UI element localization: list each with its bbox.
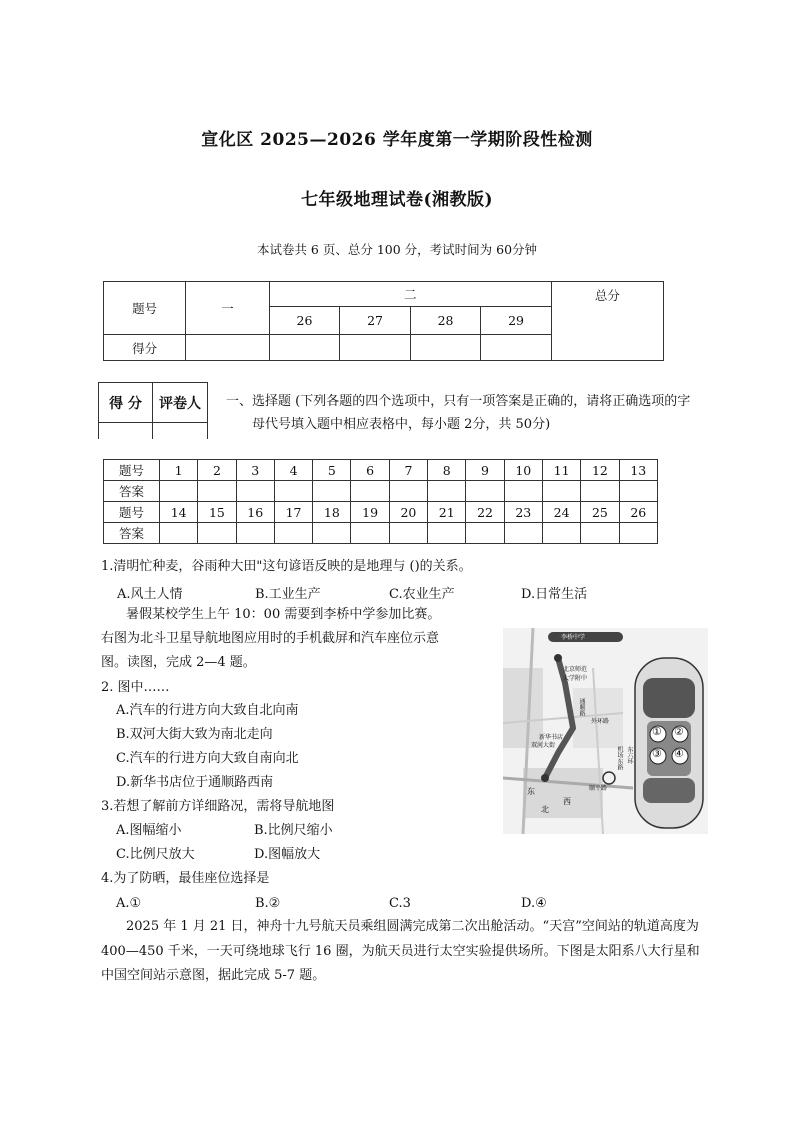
- answer-cell[interactable]: [542, 523, 580, 544]
- seat-4-label: ④: [674, 747, 684, 760]
- q1-option-c[interactable]: C.农业生产: [389, 587, 455, 602]
- score-table: [103, 281, 664, 361]
- answer-table-num: 8: [428, 460, 466, 481]
- answer-table-num: 22: [466, 502, 504, 523]
- answer-table-tihao: 题号: [104, 502, 160, 523]
- grader-score-cell[interactable]: [99, 423, 153, 439]
- score-cell[interactable]: [481, 335, 552, 361]
- map-label-west: 西: [563, 797, 571, 806]
- section1-line1: 一、选择题 (下列各题的四个选项中，只有一项答案是正确的，请将正确选项的字: [226, 394, 691, 409]
- answer-table-num: 16: [236, 502, 274, 523]
- map-label-dongliu: 东六环: [626, 746, 633, 764]
- intro5-line1: 2025 年 1 月 21 日，神舟十九号航天员乘组圆满完成第二次出舱活动。“天宫”空间站的轨道高度为: [126, 919, 699, 934]
- intro2-line1: 暑假某校学生上午 10：00 需要到李桥中学参加比赛。: [126, 607, 441, 622]
- answer-table-num: 3: [236, 460, 274, 481]
- seat-1-label: ①: [652, 725, 662, 738]
- answer-table-num: 7: [389, 460, 427, 481]
- answer-table-num: 1: [160, 460, 198, 481]
- exam-title: 宣化区 2025—2026 学年度第一学期阶段性检测: [201, 130, 593, 150]
- grader-box: [98, 382, 208, 439]
- answer-table-num: 2: [198, 460, 236, 481]
- intro2-line3: 图。读图，完成 2—4 题。: [101, 655, 256, 670]
- q3-option-b[interactable]: B.比例尺缩小: [254, 823, 333, 838]
- answer-table-num: 6: [351, 460, 389, 481]
- map-label-jichang: 机场东路: [616, 746, 623, 770]
- answer-table-num: 5: [313, 460, 351, 481]
- seat-3-label: ③: [652, 747, 662, 760]
- score-table-sub: 26: [269, 307, 340, 335]
- answer-table-num: 26: [619, 502, 657, 523]
- answer-cell[interactable]: [198, 481, 236, 502]
- answer-table-num: 25: [581, 502, 619, 523]
- answer-table-num: 24: [542, 502, 580, 523]
- q2-stem: 2. 图中……: [101, 680, 170, 695]
- map-label-school: 李桥中学: [561, 634, 586, 641]
- answer-cell[interactable]: [466, 481, 504, 502]
- answer-cell[interactable]: [581, 523, 619, 544]
- answer-cell[interactable]: [389, 481, 427, 502]
- q2-option-a[interactable]: A.汽车的行进方向大致自北向南: [116, 703, 299, 718]
- score-table-sub: 27: [340, 307, 411, 335]
- score-cell[interactable]: [410, 335, 481, 361]
- score-table-sub: 29: [481, 307, 552, 335]
- answer-cell[interactable]: [619, 523, 657, 544]
- intro5-line3: 中国空间站示意图，据此完成 5-7 题。: [101, 968, 326, 983]
- q2-option-c[interactable]: C.汽车的行进方向大致自南向北: [116, 751, 299, 766]
- answer-cell[interactable]: [466, 523, 504, 544]
- intro5-line2: 400—450 千米，一天可绕地球飞行 16 圈，为航天员进行太空实验提供场所。下图是太阳系八大行星和: [101, 944, 700, 959]
- map-label-east: 东: [527, 787, 535, 796]
- answer-cell[interactable]: [274, 523, 312, 544]
- answer-table-num: 11: [542, 460, 580, 481]
- answer-table-num: 21: [428, 502, 466, 523]
- map-label-north: 北: [541, 805, 549, 814]
- q4-option-b[interactable]: B.②: [255, 896, 281, 911]
- answer-cell[interactable]: [504, 523, 542, 544]
- map-label-school2: 北京师范 大学附中: [563, 666, 588, 682]
- score-table-total: 总分: [551, 282, 663, 361]
- score-table-sub: 28: [410, 307, 481, 335]
- map-label-xinhua: 新华书店: [539, 734, 564, 741]
- answer-table-num: 14: [160, 502, 198, 523]
- exam-subtitle: 七年级地理试卷(湘教版): [300, 190, 494, 210]
- score-table-two: 二: [269, 282, 551, 307]
- answer-table-num: 18: [313, 502, 351, 523]
- map-label-shunping: 顺平路: [589, 785, 608, 792]
- exam-note: 本试卷共 6 页、总分 100 分，考试时间为 60分钟: [256, 242, 538, 257]
- grader-name-label: 评卷人: [153, 383, 208, 423]
- answer-cell[interactable]: [428, 523, 466, 544]
- q1-option-a[interactable]: A.风土人情: [117, 587, 183, 602]
- answer-table-num: 12: [581, 460, 619, 481]
- answer-table-num: 19: [351, 502, 389, 523]
- answer-table-daan: 答案: [104, 481, 160, 502]
- section1-line2: 母代号填入题中相应表格中，每小题 2分，共 50分): [252, 417, 551, 432]
- q2-option-d[interactable]: D.新华书店位于通顺路西南: [116, 775, 274, 790]
- score-table-one: 一: [186, 282, 269, 335]
- answer-table-tihao: 题号: [104, 460, 160, 481]
- answer-cell[interactable]: [274, 481, 312, 502]
- map-label-shuanghe: 双河大街: [531, 742, 556, 749]
- score-cell[interactable]: [340, 335, 411, 361]
- answer-cell[interactable]: [160, 481, 198, 502]
- score-cell[interactable]: [186, 335, 269, 361]
- q3-option-d[interactable]: D.图幅放大: [254, 847, 321, 862]
- score-table-tihao: 题号: [104, 282, 186, 335]
- answer-cell[interactable]: [542, 481, 580, 502]
- answer-cell[interactable]: [236, 481, 274, 502]
- answer-table-daan: 答案: [104, 523, 160, 544]
- q1-stem: 1.清明忙种麦，谷雨种大田"这句谚语反映的是地理与 ()的关系。: [101, 559, 472, 574]
- answer-table-num: 9: [466, 460, 504, 481]
- answer-table-num: 4: [274, 460, 312, 481]
- score-cell[interactable]: [269, 335, 340, 361]
- q3-option-a[interactable]: A.图幅缩小: [116, 823, 182, 838]
- navigation-figure: [503, 628, 708, 834]
- answer-table-num: 10: [504, 460, 542, 481]
- answer-table-num: 13: [619, 460, 657, 481]
- answer-cell[interactable]: [313, 523, 351, 544]
- answer-cell[interactable]: [428, 481, 466, 502]
- answer-cell[interactable]: [198, 523, 236, 544]
- map-label-waihuan: 外环路: [591, 718, 610, 725]
- answer-table: [103, 459, 658, 544]
- map-label-tongshun: 通顺路: [578, 698, 585, 716]
- answer-table-num: 15: [198, 502, 236, 523]
- intro2-line2: 右图为北斗卫星导航地图应用时的手机截屏和汽车座位示意: [101, 631, 440, 646]
- score-table-defen: 得分: [104, 335, 186, 361]
- grader-name-cell[interactable]: [153, 423, 208, 439]
- q4-option-c[interactable]: C.3: [389, 896, 411, 911]
- answer-cell[interactable]: [504, 481, 542, 502]
- seat-2-label: ②: [674, 725, 684, 738]
- q3-stem: 3.若想了解前方详细路况，需将导航地图: [101, 799, 335, 814]
- answer-cell[interactable]: [313, 481, 351, 502]
- q4-option-d[interactable]: D.④: [521, 896, 547, 911]
- q4-option-a[interactable]: A.①: [116, 896, 142, 911]
- answer-table-num: 17: [274, 502, 312, 523]
- q3-option-c[interactable]: C.比例尺放大: [116, 847, 195, 862]
- answer-cell[interactable]: [236, 523, 274, 544]
- answer-table-num: 23: [504, 502, 542, 523]
- q1-option-b[interactable]: B.工业生产: [255, 587, 321, 602]
- answer-cell[interactable]: [160, 523, 198, 544]
- answer-cell[interactable]: [351, 523, 389, 544]
- answer-cell[interactable]: [581, 481, 619, 502]
- grader-score-label: 得 分: [99, 383, 153, 423]
- answer-cell[interactable]: [389, 523, 427, 544]
- q2-option-b[interactable]: B.双河大街大致为南北走向: [116, 727, 273, 742]
- answer-table-num: 20: [389, 502, 427, 523]
- q1-option-d[interactable]: D.日常生活: [521, 587, 588, 602]
- q4-stem: 4.为了防晒，最佳座位选择是: [101, 871, 270, 886]
- answer-cell[interactable]: [351, 481, 389, 502]
- answer-cell[interactable]: [619, 481, 657, 502]
